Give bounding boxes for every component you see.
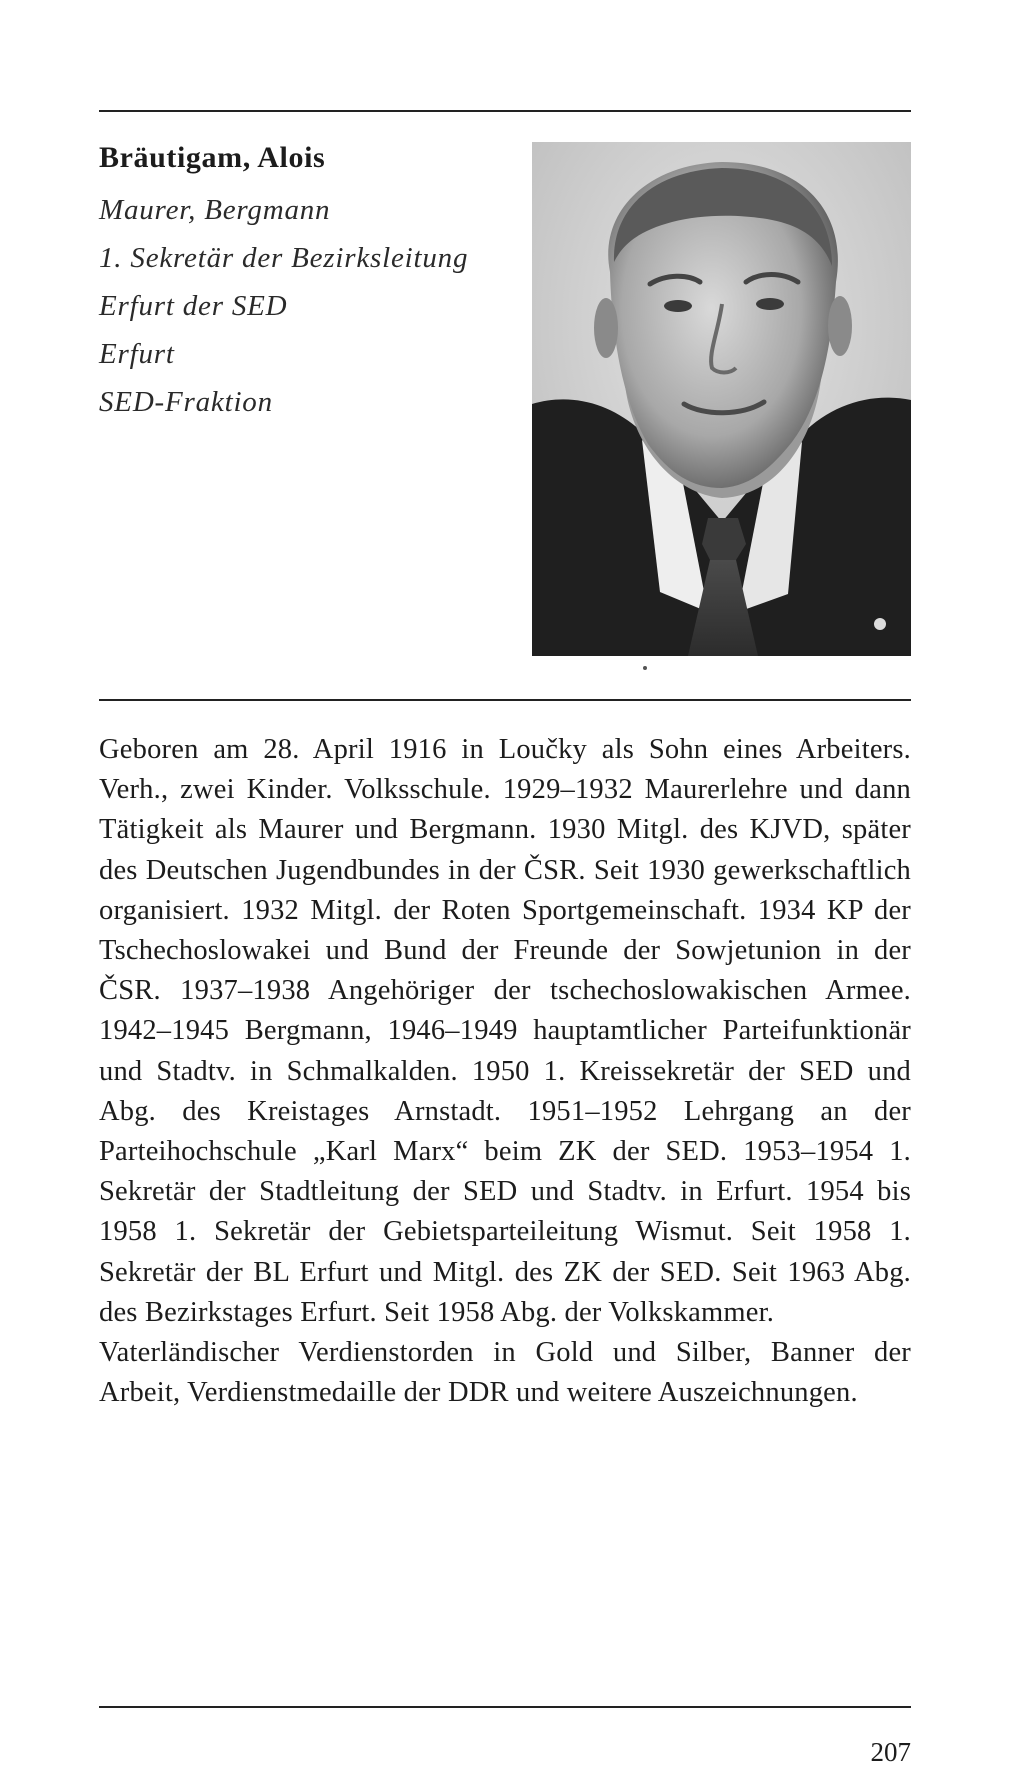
occupation: Maurer, Bergmann bbox=[99, 194, 331, 226]
entry-header bbox=[99, 138, 519, 426]
faction: SED-Fraktion bbox=[99, 386, 273, 418]
biography-awards: Vaterländischer Verdienstorden in Gold und Silber, Banner der Arbeit, Verdienstmedaille der DDR und weitere Auszeichnungen. bbox=[99, 1337, 911, 1409]
bottom-rule bbox=[99, 1706, 911, 1708]
position-line-2: Erfurt der SED bbox=[99, 290, 288, 322]
page-number: 207 bbox=[870, 1737, 911, 1767]
position-line-1: 1. Sekretär der Bezirksleitung bbox=[99, 242, 469, 274]
person-name: Bräutigam, Alois bbox=[99, 141, 326, 174]
middle-rule bbox=[99, 699, 911, 701]
portrait-photo bbox=[532, 142, 911, 656]
stray-dot bbox=[643, 666, 647, 670]
biography bbox=[99, 730, 911, 1413]
biography-main: Geboren am 28. April 1916 in Loučky als Sohn eines Arbeiters. Verh., zwei Kinder. Volksschule. 1929–1932 Maurerlehre und dann Tätigkeit als Maurer und Bergmann. 1930 Mitgl. des KJVD, später des Deutschen Jugendbundes in der ČSR. Seit 1930 gewerkschaftlich organisiert. 1932 Mitgl. der Roten Sportgemeinschaft. 1934 KP der Tschechoslowakei und Bund der Freunde der Sowjetunion in der ČSR. 1937–1938 Angehöriger der tschechoslowakischen Armee. 1942–1945 Bergmann, 1946–1949 hauptamtlicher Parteifunktionär und Stadtv. in Schmalkalden. 1950 1. Kreissekretär der SED und Abg. des Kreistages Arnstadt. 1951–1952 Lehrgang an der Parteihochschule „Karl Marx“ beim ZK der SED. 1953–1954 1. Sekretär der Stadtleitung der SED und Stadtv. in Erfurt. 1954 bis 1958 1. Sekretär der Gebietsparteileitung Wismut. Seit 1958 1. Sekretär der BL Erfurt und Mitgl. des ZK der SED. Seit 1963 Abg. des Bezirkstages Erfurt. Seit 1958 Abg. der Volkskammer. bbox=[99, 734, 911, 1328]
constituency: Erfurt bbox=[99, 338, 175, 370]
top-rule bbox=[99, 110, 911, 112]
